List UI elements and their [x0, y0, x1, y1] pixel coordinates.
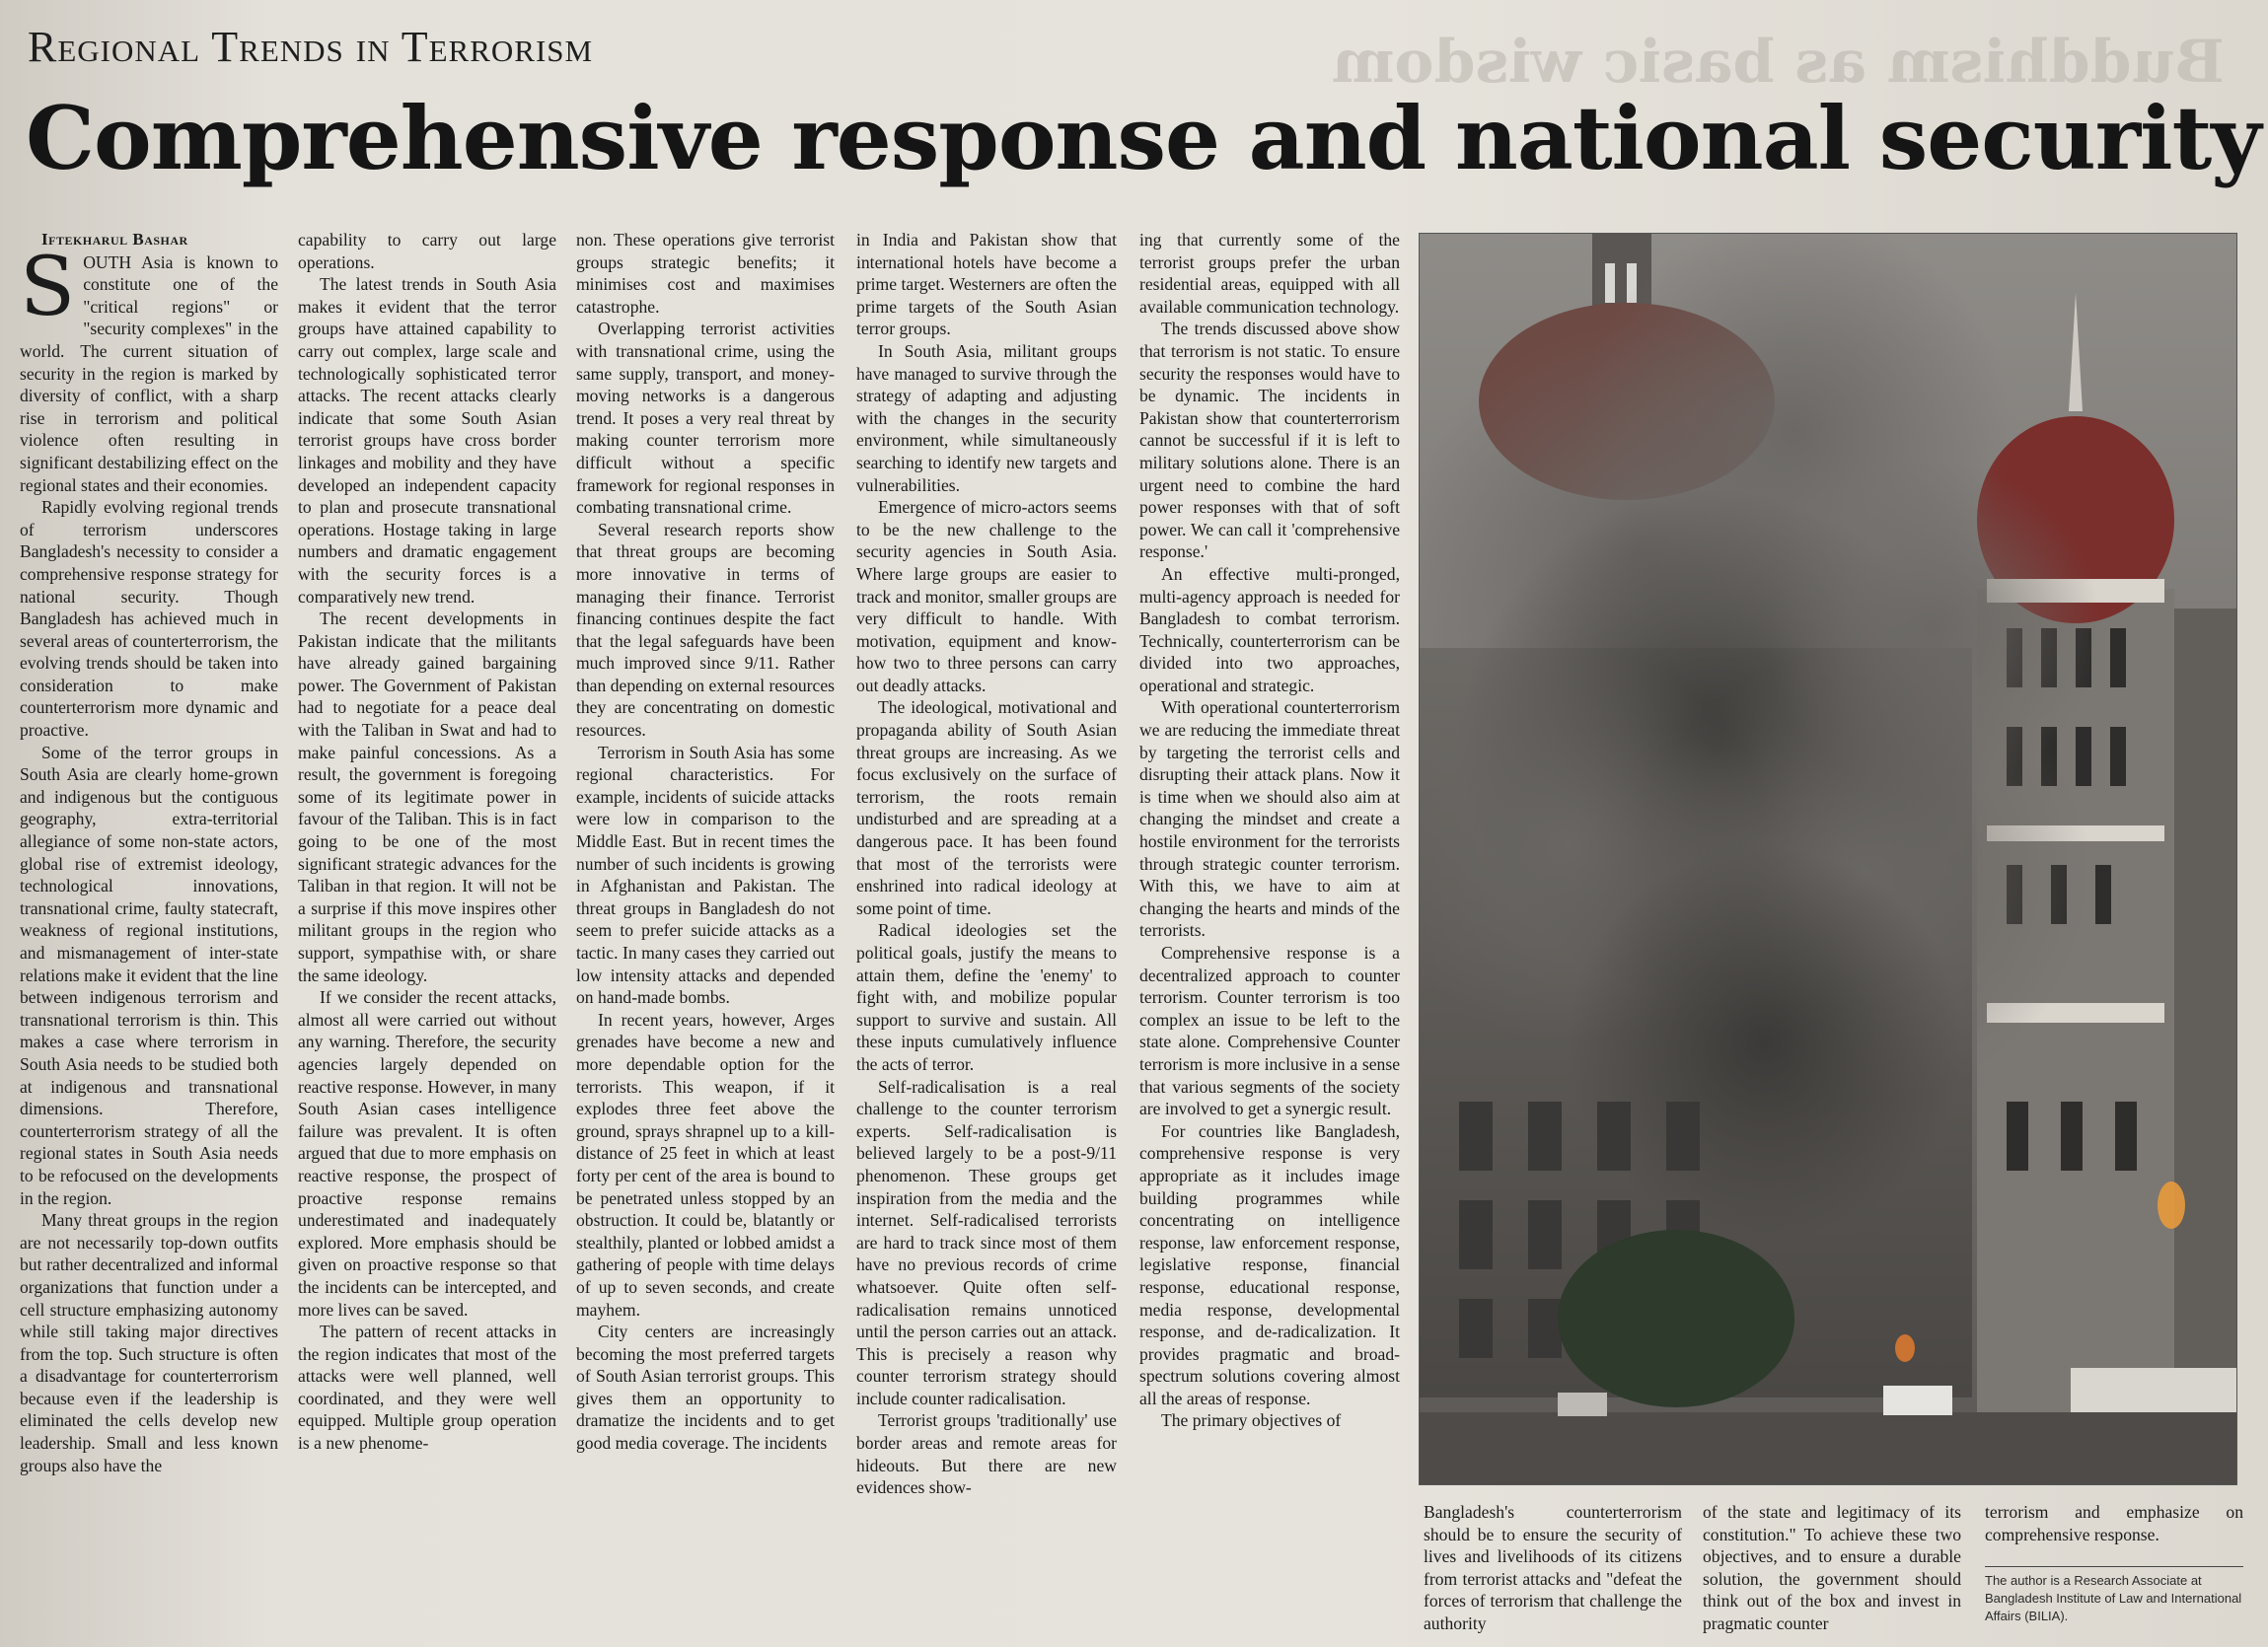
paragraph: Bangladesh's counterterrorism should be to ensure the security of lives and livelihoods of its citizens from terrorist attacks and "defeat the forces of terrorism that challenge the authority — [1424, 1502, 1682, 1633]
article-column-4 — [856, 229, 1117, 1639]
paragraph: The recent developments in Pakistan indicate that the militants have already gained bargaining power. The Government of Pakistan had to negotiate for a peace deal with the Taliban in Swat and had to make painful concessions. As a result, the government is foregoing some of its legitimate power in favour of the Taliban. This is in fact going to be one of the most significant strategic advances for the Taliban in that region. It will not be a surprise if this move inspires other militant groups in the region who support, sympathise with, or share the same ideology. — [298, 609, 556, 985]
bleed-through-headline: Buddhism as basic wisdom — [1332, 28, 2225, 97]
paragraph: Emergence of micro-actors seems to be the new challenge to the security agencies in South Asia. Where large groups are easier to track and monitor, smaller groups are very difficult to handle. With motivation, equipment and know-how two to three persons can carry out deadly attacks. — [856, 497, 1117, 695]
paragraph: Several research reports show that threat groups are becoming more innovative in terms of managing their finance. Terrorist financing continues despite the fact that the legal safeguards have been much improved since 9/11. Rather than depending on external resources they are concentrating on domestic resources. — [576, 519, 835, 741]
paragraph: The ideological, motivational and propaganda ability of South Asian threat groups are increasing. As we focus exclusively on the surface of terrorism, the roots remain undisturbed and are spreading at a dangerous pace. It has been found that most of the terrorists were enshrined into radical ideology at some point of time. — [856, 697, 1117, 918]
article-column-8 — [1985, 1501, 2243, 1560]
paragraph: capability to carry out large operations. — [298, 230, 556, 272]
paragraph: City centers are increasingly becoming the most preferred targets of South Asian terrorist groups. This gives them an opportunity to dramatize the incidents and to get good media coverage. The incidents — [576, 1322, 835, 1454]
author-note: The author is a Research Associate at Bangladesh Institute of Law and International Affairs (BILIA). — [1985, 1573, 2242, 1623]
article-column-2 — [298, 229, 556, 1639]
paragraph: Self-radicalisation is a real challenge to the counter terrorism experts. Self-radicalisation is believed largely to be a post-9/11 phenomenon. These groups get inspiration from the media and the internet. Self-radicalised terrorists are hard to track since most of them have no previous records of crime whatsoever. Quite often self-radicalisation remains unnoticed until the person carries out an attack. This is precisely a reason why counter terrorism strategy should include counter radicalisation. — [856, 1076, 1117, 1408]
paragraph: Overlapping terrorist activities with transnational crime, using the same supply, transport, and money-moving networks is a dangerous trend. It poses a very real threat by making counter terrorism more difficult without a specific framework for regional responses in combating transnational crime. — [576, 319, 835, 518]
paragraph: The pattern of recent attacks in the region indicates that most of the attacks were well planned, well coordinated, and they were well equipped. Multiple group operation is a new phenome- — [298, 1322, 556, 1454]
article-column-5 — [1139, 229, 1400, 1639]
paragraph: With operational counterterrorism we are reducing the immediate threat by targeting the terrorist cells and disrupting their attack plans. Now it is time when we should also aim at changing the mindset and create a hostile environment for the terrorists through strategic counter terrorism. With this, we have to aim at changing the hearts and minds of the terrorists. — [1139, 697, 1400, 941]
paragraph: The primary objectives of — [1161, 1410, 1342, 1431]
paragraph: Rapidly evolving regional trends of terrorism underscores Bangladesh's necessity to consider a comprehensive response strategy for national security. Though Bangladesh has achieved much in several areas of counterterrorism, the evolving trends should be taken into consideration to make counterterrorism more dynamic and proactive. — [20, 497, 278, 741]
paragraph: The trends discussed above show that terrorism is not static. To ensure security the responses would have to be dynamic. The incidents in Pakistan show that counterterrorism cannot be successful if it is left to military solutions alone. There is an urgent need to combine the hard power responses with that of soft power. We can call it 'comprehensive response.' — [1139, 319, 1400, 562]
byline: Iftekharul Bashar — [41, 230, 188, 249]
paragraph: ing that currently some of the terrorist groups prefer the urban residential areas, equipped with all available communication technology. — [1139, 230, 1400, 317]
paragraph: in India and Pakistan show that international hotels have become a prime target. Westerners are often the prime targets of the South Asian terror groups. — [856, 230, 1117, 339]
article-column-6 — [1424, 1501, 1682, 1639]
paragraph: Many threat groups in the region are not necessarily top-down outfits but rather decentralized and informal organizations that function under a cell structure emphasizing autonomy while still taking major directives from the top. Such structure is often a disadvantage for counterterrorism because even if the leadership is eliminated the cells develop new leadership. Small and less known groups also have the — [20, 1210, 278, 1475]
paragraph: non. These operations give terrorist groups strategic benefits; it minimises cost and maximises catastrophe. — [576, 230, 835, 317]
article-column-1 — [20, 229, 278, 1639]
burning-hotel-photo — [1419, 233, 2237, 1485]
paragraph: Radical ideologies set the political goals, justify the means to attain them, define the 'enemy' to fight with, and mobilize popular support to survive and sustain. All these inputs cumulatively influence the acts of terror. — [856, 920, 1117, 1074]
paragraph: An effective multi-pronged, multi-agency approach is needed for Bangladesh to combat terrorism. Technically, counterterrorism can be divided into two approaches, operational and strategic. — [1139, 563, 1400, 695]
paragraph: Comprehensive response is a decentralized approach to counter terrorism. Counter terrorism is too complex an issue to be left to the state alone. Comprehensive Counter terrorism is more inclusive in a sense that various segments of the society are involved to get a synergic result. — [1139, 943, 1400, 1119]
paragraph: For countries like Bangladesh, comprehensive response is very appropriate as it includes image building programmes while concentrating on intelligence response, law enforcement response, legislative response, financial response, educational response, media response, developmental response, and de-radicalization. It provides pragmatic and broad-spectrum solutions covering almost all the areas of response. — [1139, 1120, 1400, 1408]
paragraph: SOUTH Asia is known to constitute one of the "critical regions" or "security complexes" in the world. The current situation of security in the region is marked by diversity of conflict, with a sharp rise in terrorism and political violence often resulting in significant destabilizing effect on the regional states and their economies. — [20, 240, 278, 495]
article-column-3 — [576, 229, 835, 1639]
section-kicker: Regional Trends in Terrorism — [28, 23, 594, 71]
headline: Comprehensive response and national security — [26, 87, 2261, 189]
article-column-7 — [1703, 1501, 1961, 1639]
paragraph: Terrorism in South Asia has some regional characteristics. For example, incidents of suicide attacks were low in comparison to the Middle East. But in recent times the number of such incidents is growing in Afghanistan and Pakistan. The threat groups in Bangladesh do not seem to prefer suicide attacks as a tactic. In many cases they carried out low intensity attacks and depended on hand-made bombs. — [576, 742, 835, 1008]
paragraph: Terrorist groups 'traditionally' use border areas and remote areas for hideouts. But there are new evidences show- — [856, 1410, 1117, 1498]
paragraph: If we consider the recent attacks, almost all were carried out without any warning. Therefore, the security agencies largely depended on reactive response. However, in many South Asian cases intelligence failure was prevalent. It is often argued that due to more emphasis on reactive response, the prospect of proactive response remains underestimated and inadequately explored. More emphasis should be given on proactive response so that the incidents can be intercepted, and more lives can be saved. — [298, 987, 556, 1320]
paragraph: Some of the terror groups in South Asia are clearly home-grown and indigenous but the contiguous geography, extra-territorial allegiance of some non-state actors, global rise of extremist ideology, technological innovations, transnational crime, faulty statecraft, weakness of regional institutions, and mismanagement of inter-state relations make it evident that the line between indigenous terrorism and transnational terrorism is thin. This makes a case where terrorism in South Asia needs to be studied both at indigenous and transnational dimensions. Therefore, counterterrorism strategy of all the regional states in South Asia needs to be refocused on the developments in the region. — [20, 742, 278, 1208]
paragraph: terrorism and emphasize on comprehensive response. — [1985, 1502, 2243, 1544]
paragraph: The latest trends in South Asia makes it evident that the terror groups have attained capability to carry out complex, large scale and technologically sophisticated terror attacks. The recent attacks clearly indicate that some South Asian terrorist groups have cross border linkages and mobility and they have developed an independent capacity to plan and prosecute transnational operations. Hostage taking in large numbers and dramatic engagement with the security forces is a comparatively new trend. — [298, 274, 556, 607]
paragraph: of the state and legitimacy of its constitution." To achieve these two objectives, and to ensure a durable solution, the government should think out of the box and invest in pragmatic counter — [1703, 1502, 1961, 1633]
burning-hotel-photo-svg — [1420, 234, 2236, 1484]
paragraph: In recent years, however, Arges grenades have become a new and more dependable option for the terrorists. This weapon, if it explodes three feet above the ground, sprays shrapnel up to a kill-distance of 25 feet in which at least forty per cent of the area is bound to be penetrated unless stopped by an obstruction. It could be, blatantly or stealthily, planted or lobbed amidst a gathering of people with time delays of up to seven seconds, and create mayhem. — [576, 1009, 835, 1320]
drop-cap: S — [20, 240, 76, 334]
author-note-divider — [1985, 1566, 2243, 1567]
paragraph: In South Asia, militant groups have managed to survive through the strategy of adapting and adjusting with the changes in the security environment, while simultaneously searching to identify new targets and vulnerabilities. — [856, 340, 1117, 495]
